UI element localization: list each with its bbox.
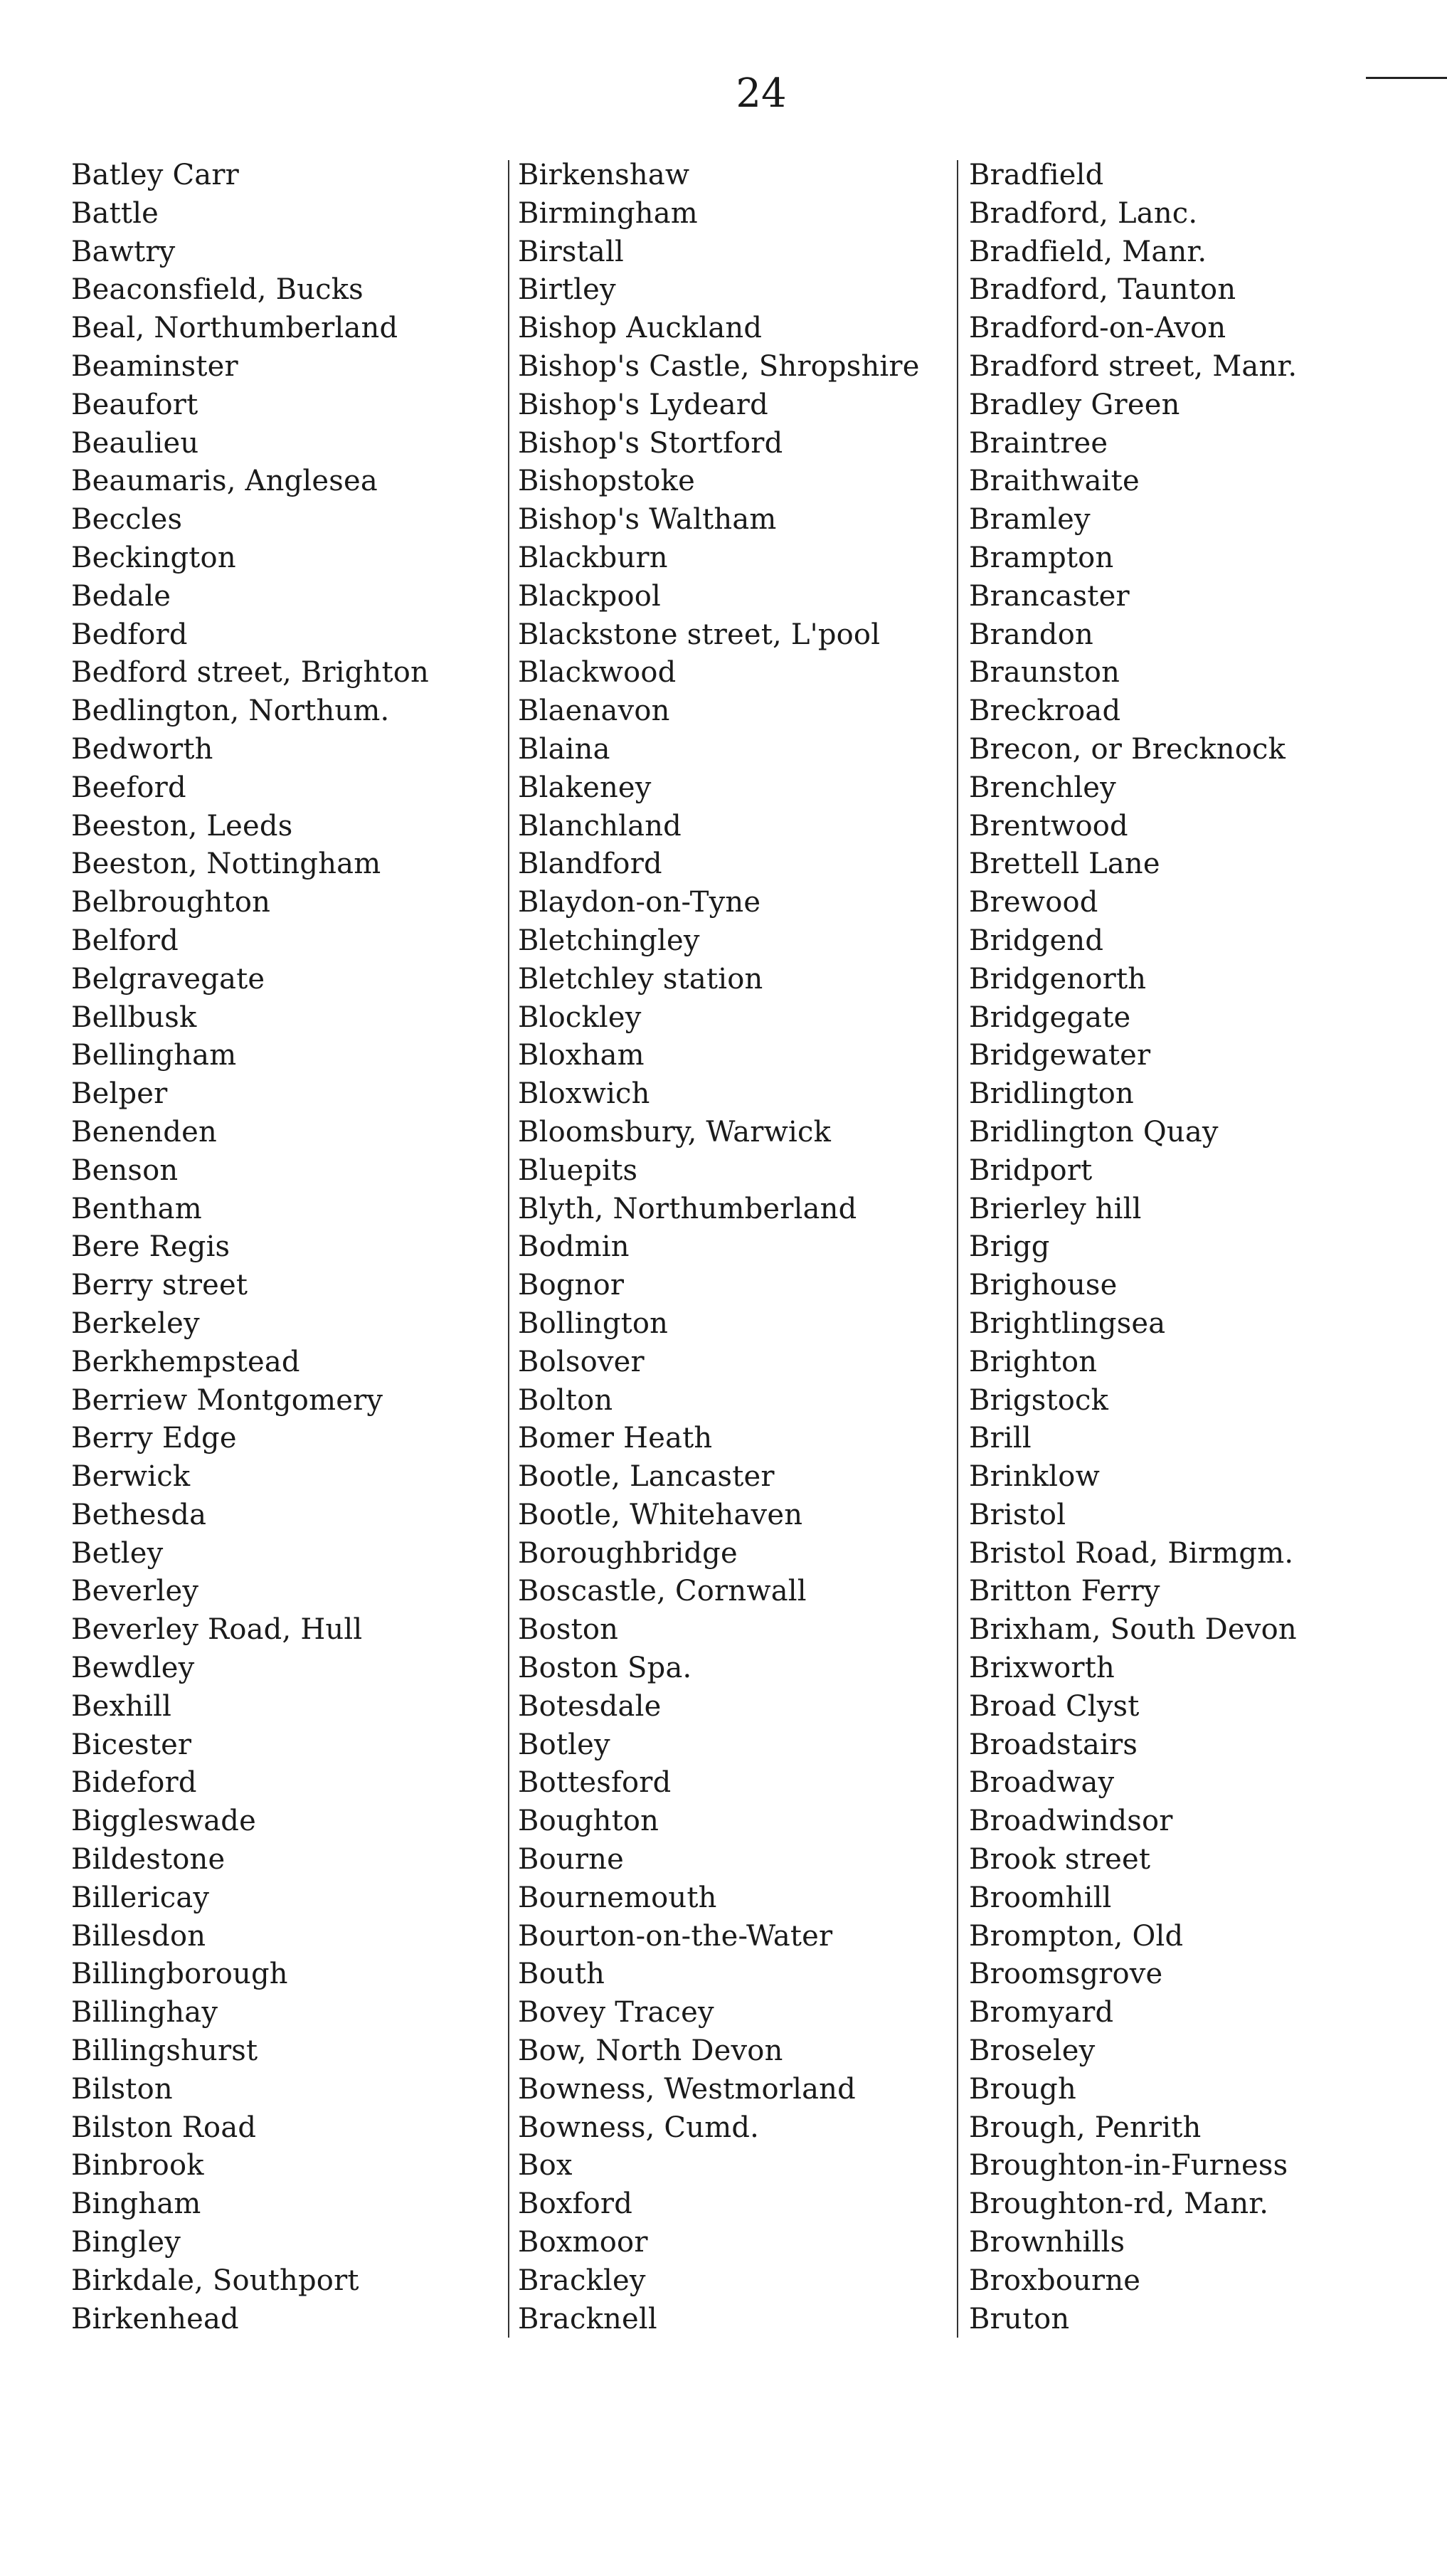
place-entry: Benson — [71, 1154, 179, 1187]
place-entry: Bolsover — [518, 1345, 645, 1378]
place-entry: Boxford — [518, 2187, 633, 2221]
place-entry: Billingborough — [71, 1958, 288, 1991]
place-entry: Bodmin — [518, 1230, 630, 1264]
place-entry: Bishop's Waltham — [518, 503, 777, 537]
place-entry: Botesdale — [518, 1689, 662, 1723]
place-entry: Broadwindsor — [969, 1805, 1173, 1838]
place-entry: Beeford — [71, 771, 186, 804]
place-entry: Berry Edge — [71, 1422, 237, 1455]
place-entry: Bourne — [518, 1843, 624, 1876]
place-entry: Bridgenorth — [969, 962, 1147, 996]
place-entry: Bellingham — [71, 1039, 237, 1072]
place-entry: Blockley — [518, 1001, 642, 1034]
place-entry: Braithwaite — [969, 465, 1140, 498]
place-entry: Berriew Montgomery — [71, 1383, 383, 1417]
place-entry: Boroughbridge — [518, 1536, 738, 1570]
place-entry: Bradford street, Manr. — [969, 349, 1298, 383]
place-entry: Brightlingsea — [969, 1307, 1166, 1340]
place-entry: Brampton — [969, 541, 1114, 574]
place-entry: Bournemouth — [518, 1881, 717, 1914]
place-entry: Berry street — [71, 1269, 248, 1302]
place-entry: Blaenavon — [518, 695, 670, 728]
place-entry: Beaminster — [71, 349, 238, 383]
place-entry: Birstall — [518, 235, 624, 268]
place-entry: Brigg — [969, 1230, 1050, 1264]
place-entry: Bideford — [71, 1766, 197, 1800]
column-divider-1 — [508, 160, 509, 2338]
place-entry: Boughton — [518, 1805, 659, 1838]
place-entry: Blackstone street, L'pool — [518, 618, 881, 651]
place-entry: Blanchland — [518, 809, 682, 843]
place-entry: Brierley hill — [969, 1192, 1142, 1225]
place-column-3 — [969, 157, 1424, 2338]
place-entry: Bootle, Lancaster — [518, 1460, 775, 1494]
place-entry: Bollington — [518, 1307, 669, 1340]
place-entry: Bedale — [71, 579, 171, 613]
place-entry: Beckington — [71, 541, 236, 574]
place-entry: Bishopstoke — [518, 465, 695, 498]
place-entry: Bradley Green — [969, 388, 1180, 421]
place-entry: Bomer Heath — [518, 1422, 713, 1455]
place-entry: Botley — [518, 1728, 610, 1761]
place-entry: Bridgewater — [969, 1039, 1151, 1072]
place-entry: Broadway — [969, 1766, 1115, 1800]
place-entry: Bingley — [71, 2226, 181, 2259]
place-entry: Boston — [518, 1613, 619, 1647]
place-entry: Bloxham — [518, 1039, 645, 1072]
place-entry: Blackpool — [518, 579, 662, 613]
place-entry: Bradford, Lanc. — [969, 196, 1198, 230]
place-column-1 — [71, 157, 498, 2338]
place-entry: Benenden — [71, 1115, 217, 1149]
place-entry: Brancaster — [969, 579, 1130, 613]
place-entry: Bawtry — [71, 235, 176, 268]
place-entry: Brigstock — [969, 1383, 1109, 1417]
place-entry: Bowness, Westmorland — [518, 2072, 856, 2106]
place-entry: Broxbourne — [969, 2264, 1141, 2297]
place-entry: Bishop Auckland — [518, 312, 763, 345]
place-entry: Bere Regis — [71, 1230, 230, 1264]
place-entry: Belgravegate — [71, 962, 265, 996]
place-entry: Bicester — [71, 1728, 192, 1761]
place-entry: Bridgend — [969, 924, 1104, 957]
place-entry: Bridlington Quay — [969, 1115, 1219, 1149]
place-entry: Bridport — [969, 1154, 1093, 1187]
place-entry: Bellbusk — [71, 1001, 197, 1034]
place-entry: Brill — [969, 1422, 1032, 1455]
place-entry: Bloxwich — [518, 1077, 650, 1111]
place-entry: Broadstairs — [969, 1728, 1138, 1761]
place-entry: Bradford-on-Avon — [969, 312, 1226, 345]
place-entry: Bletchingley — [518, 924, 700, 957]
place-entry: Blackwood — [518, 656, 677, 690]
place-entry: Brackley — [518, 2264, 646, 2297]
place-entry: Blaina — [518, 732, 610, 766]
place-entry: Brighton — [969, 1345, 1098, 1378]
place-entry: Bedlington, Northum. — [71, 695, 390, 728]
place-entry: Brettell Lane — [969, 848, 1160, 881]
place-entry: Beeston, Nottingham — [71, 848, 381, 881]
place-entry: Brixworth — [969, 1652, 1115, 1685]
place-entry: Brough — [969, 2072, 1076, 2106]
place-entry: Bramley — [969, 503, 1091, 537]
place-entry: Bruton — [969, 2302, 1070, 2335]
place-entry: Box — [518, 2149, 573, 2182]
place-entry: Bridgegate — [969, 1001, 1131, 1034]
place-entry: Beaufort — [71, 388, 198, 421]
place-entry: Blackburn — [518, 541, 668, 574]
place-entry: Brecon, or Brecknock — [969, 732, 1286, 766]
place-entry: Broughton-in-Furness — [969, 2149, 1288, 2182]
place-entry: Brenchley — [969, 771, 1116, 804]
place-entry: Broad Clyst — [969, 1689, 1140, 1723]
place-entry: Braunston — [969, 656, 1120, 690]
place-entry: Birkenshaw — [518, 159, 690, 191]
place-entry: Blakeney — [518, 771, 652, 804]
place-entry: Beaulieu — [71, 426, 199, 460]
column-divider-2 — [957, 160, 958, 2338]
place-entry: Bishop's Stortford — [518, 426, 783, 460]
place-entry: Brook street — [969, 1843, 1151, 1876]
place-entry: Bridlington — [969, 1077, 1134, 1111]
place-entry: Boscastle, Cornwall — [518, 1575, 807, 1608]
place-entry: Bowness, Cumd. — [518, 2111, 760, 2144]
place-entry: Beverley — [71, 1575, 199, 1608]
place-entry: Bildestone — [71, 1843, 226, 1876]
place-entry: Brixham, South Devon — [969, 1613, 1297, 1647]
place-list-2 — [518, 157, 966, 2338]
place-entry: Brandon — [969, 618, 1093, 651]
place-entry: Berwick — [71, 1460, 191, 1494]
place-entry: Bootle, Whitehaven — [518, 1498, 803, 1531]
place-entry: Blaydon-on-Tyne — [518, 886, 761, 919]
place-entry: Battle — [71, 196, 159, 230]
place-entry: Breckroad — [969, 695, 1121, 728]
place-entry: Boxmoor — [518, 2226, 648, 2259]
place-entry: Brownhills — [969, 2226, 1125, 2259]
place-entry: Binbrook — [71, 2149, 204, 2182]
place-entry: Boston Spa. — [518, 1652, 692, 1685]
place-entry: Berkeley — [71, 1307, 200, 1340]
place-entry: Bristol — [969, 1498, 1066, 1531]
place-entry: Bovey Tracey — [518, 1996, 714, 2029]
place-entry: Bottesford — [518, 1766, 672, 1800]
place-entry: Brough, Penrith — [969, 2111, 1202, 2144]
place-entry: Bletchley station — [518, 962, 763, 996]
place-entry: Broomsgrove — [969, 1958, 1163, 1991]
place-entry: Billericay — [71, 1881, 210, 1914]
place-entry: Bluepits — [518, 1154, 638, 1187]
place-entry: Bracknell — [518, 2302, 657, 2335]
place-entry: Bromyard — [969, 1996, 1114, 2029]
place-entry: Bingham — [71, 2187, 201, 2221]
place-entry: Brinklow — [969, 1460, 1101, 1494]
place-entry: Billingshurst — [71, 2034, 258, 2068]
place-entry: Broughton-rd, Manr. — [969, 2187, 1269, 2221]
place-entry: Bentham — [71, 1192, 202, 1225]
place-entry: Bognor — [518, 1269, 625, 1302]
place-entry: Bexhill — [71, 1689, 172, 1723]
place-entry: Braintree — [969, 426, 1108, 460]
place-entry: Beccles — [71, 503, 183, 537]
place-entry: Bolton — [518, 1383, 613, 1417]
place-entry: Bishop's Lydeard — [518, 388, 768, 421]
place-entry: Brighouse — [969, 1269, 1118, 1302]
corner-rule — [1366, 77, 1447, 79]
place-entry: Birmingham — [518, 196, 698, 230]
place-entry: Bouth — [518, 1958, 605, 1991]
place-entry: Biggleswade — [71, 1805, 256, 1838]
place-entry: Belford — [71, 924, 179, 957]
place-entry: Bedworth — [71, 732, 213, 766]
place-entry: Birkenhead — [71, 2302, 239, 2335]
place-entry: Bow, North Devon — [518, 2034, 783, 2068]
place-entry: Beaumaris, Anglesea — [71, 465, 378, 498]
place-entry: Beeston, Leeds — [71, 809, 293, 843]
place-entry: Britton Ferry — [969, 1575, 1160, 1608]
place-entry: Beverley Road, Hull — [71, 1613, 363, 1647]
place-entry: Brentwood — [969, 809, 1128, 843]
place-entry: Beaconsfield, Bucks — [71, 273, 364, 307]
place-entry: Blyth, Northumberland — [518, 1192, 857, 1225]
place-entry: Bishop's Castle, Shropshire — [518, 349, 920, 383]
place-entry: Billesdon — [71, 1919, 206, 1953]
place-entry: Broseley — [969, 2034, 1096, 2068]
place-entry: Birtley — [518, 273, 616, 307]
place-entry: Bradfield, Manr. — [969, 235, 1207, 268]
place-entry: Bedford — [71, 618, 188, 651]
place-list-1 — [71, 157, 498, 2338]
place-entry: Bristol Road, Birmgm. — [969, 1536, 1294, 1570]
place-entry: Beal, Northumberland — [71, 312, 398, 345]
place-entry: Belper — [71, 1077, 168, 1111]
place-entry: Bourton-on-the-Water — [518, 1919, 833, 1953]
page-number: 24 — [736, 70, 787, 117]
place-entry: Billinghay — [71, 1996, 218, 2029]
place-entry: Blandford — [518, 848, 662, 881]
place-entry: Brewood — [969, 886, 1098, 919]
place-entry: Birkdale, Southport — [71, 2264, 359, 2297]
place-entry: Betley — [71, 1536, 164, 1570]
place-entry: Batley Carr — [71, 159, 239, 191]
place-list-3 — [969, 157, 1424, 2338]
place-entry: Bedford street, Brighton — [71, 656, 429, 690]
place-entry: Bewdley — [71, 1652, 195, 1685]
place-column-2 — [518, 157, 966, 2338]
place-entry: Broomhill — [969, 1881, 1112, 1914]
place-entry: Berkhempstead — [71, 1345, 300, 1378]
place-entry: Brompton, Old — [969, 1919, 1184, 1953]
place-entry: Bradford, Taunton — [969, 273, 1236, 307]
place-entry: Belbroughton — [71, 886, 271, 919]
place-entry: Bloomsbury, Warwick — [518, 1115, 832, 1149]
place-entry: Bilston Road — [71, 2111, 257, 2144]
place-entry: Bradfield — [969, 159, 1104, 191]
place-entry: Bilston — [71, 2072, 173, 2106]
place-entry: Bethesda — [71, 1498, 207, 1531]
